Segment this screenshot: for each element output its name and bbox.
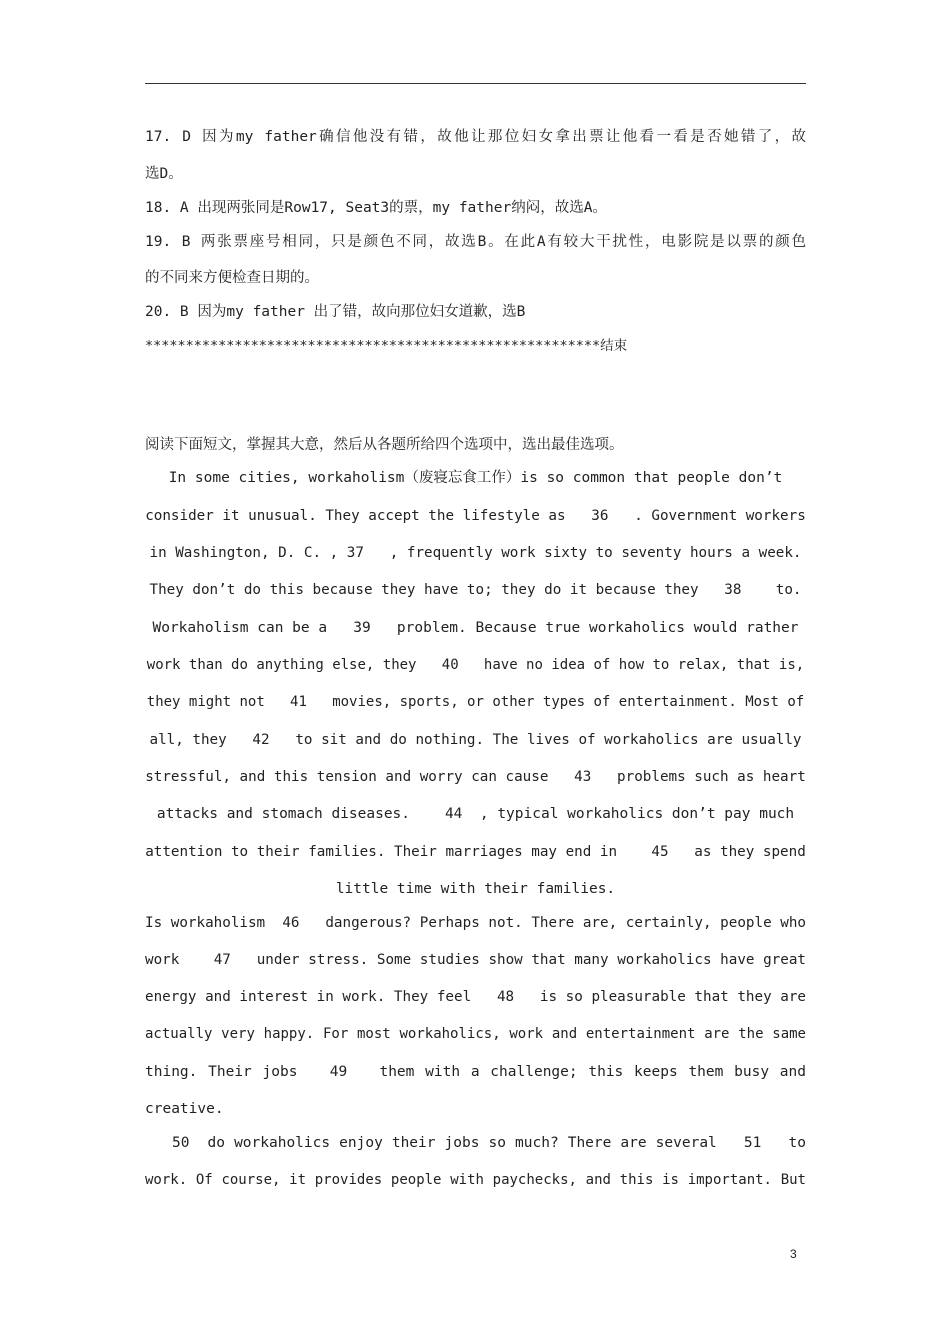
instruction: 阅读下面短文，掌握其大意，然后从各题所给四个选项中，选出最佳选项。 — [145, 437, 624, 453]
passage-line: attention to their families. Their marriages may end in 45 as they spend — [145, 844, 806, 860]
passage-line: consider it unusual. They accept the lifestyle as 36 . Government workers — [145, 508, 806, 524]
passage-line: work than do anything else, they 40 have no idea of how to relax, that is, — [146, 657, 805, 673]
passage-line: stressful, and this tension and worry can cause 43 problems such as heart — [145, 769, 806, 785]
passage-line: They don’t do this because they have to; they do it because they 38 to. — [149, 582, 802, 598]
passage-line: 50 do workaholics enjoy their jobs so much? There are several 51 to — [172, 1135, 806, 1151]
passage-line: little time with their families. — [335, 881, 616, 897]
passage-line: in Washington, D. C. , 37 , frequently work sixty to seventy hours a week. — [149, 545, 802, 561]
end-marker: ********************************************************结束 — [145, 338, 628, 354]
passage-line: thing. Their jobs 49 them with a challenge; this keeps them busy and — [145, 1064, 806, 1080]
passage-line: work. Of course, it provides people with paychecks, and this is important. But — [145, 1172, 806, 1188]
answer-line: 17. D 因为my father确信他没有错，故他让那位妇女拿出票让他看一看是否她错了，故 — [145, 129, 806, 145]
passage-line: they might not 41 movies, sports, or other types of entertainment. Most of — [146, 694, 805, 710]
passage-line: actually very happy. For most workaholics, work and entertainment are the same — [145, 1026, 806, 1042]
answer-line: 20. B 因为my father 出了错，故向那位妇女道歉，选B — [145, 304, 526, 320]
answer-line: 的不同来方便检查日期的。 — [145, 270, 319, 286]
passage-line: attacks and stomach diseases. 44 , typical workaholics don’t pay much — [156, 806, 795, 822]
passage-line: Workaholism can be a 39 problem. Because true workaholics would rather — [152, 620, 799, 636]
page-number: 3 — [790, 1247, 797, 1261]
passage-line: Is workaholism 46 dangerous? Perhaps not. There are, certainly, people who — [145, 915, 806, 931]
passage-line: creative. — [145, 1101, 224, 1117]
passage-line: all, they 42 to sit and do nothing. The lives of workaholics are usually — [149, 732, 802, 748]
passage-line: In some cities, workaholism（废寝忘食工作）is so common that people don’t — [168, 470, 783, 486]
answer-line: 选D。 — [145, 166, 183, 182]
answer-line: 18. A 出现两张同是Row17, Seat3的票，my father纳闷，故选A。 — [145, 200, 607, 216]
answer-line: 19. B 两张票座号相同，只是颜色不同，故选B。在此A有较大干扰性，电影院是以票的颜色 — [145, 234, 806, 250]
passage-line: energy and interest in work. They feel 48 is so pleasurable that they are — [145, 989, 806, 1005]
header-rule — [145, 83, 806, 84]
passage-line: work 47 under stress. Some studies show that many workaholics have great — [145, 952, 806, 968]
